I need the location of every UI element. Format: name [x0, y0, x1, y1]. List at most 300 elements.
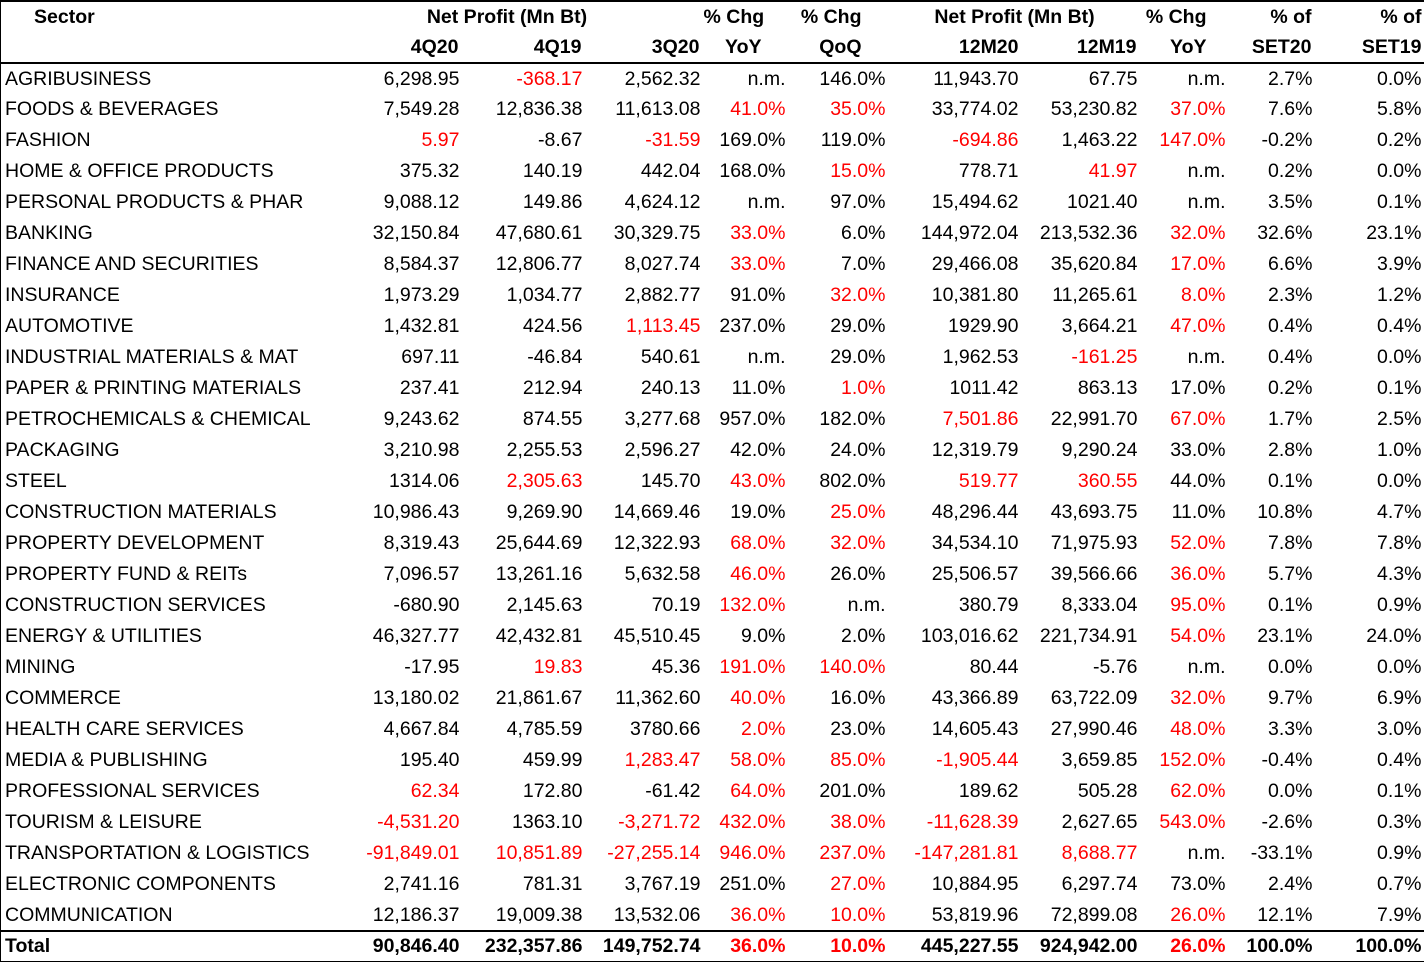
value-cell: 95.0% [1170, 594, 1226, 616]
value-cell: 26.0% [1170, 903, 1226, 926]
value-cell: 6.6% [1268, 253, 1313, 275]
value-cell: 3.9% [1377, 253, 1422, 275]
value-cell: 90,846.40 [311, 931, 463, 962]
value-cell: 4,667.84 [383, 718, 460, 740]
column-header-chg-yoy-annual: % Chg [1145, 5, 1207, 28]
value-cell: 1,113.45 [626, 315, 701, 337]
value-cell: -0.4% [1261, 749, 1313, 771]
value-cell: 62.34 [410, 780, 460, 802]
value-cell: 34,534.10 [931, 532, 1019, 554]
value-cell: 48.0% [1170, 718, 1226, 740]
value-cell: 2,882.77 [624, 284, 701, 306]
value-cell: 0.9% [1377, 842, 1422, 864]
value-cell: 58.0% [730, 749, 786, 771]
value-cell: 32.0% [830, 284, 886, 306]
sector-name-cell: AUTOMOTIVE [5, 315, 134, 337]
value-cell: 432.0% [719, 811, 786, 833]
value-cell: 32.0% [1170, 687, 1226, 709]
value-cell: n.m. [747, 191, 786, 213]
value-cell: 11.0% [1171, 501, 1226, 523]
value-cell: 519.77 [958, 470, 1019, 492]
sector-row [1, 94, 1424, 125]
sector-row [1, 590, 1424, 621]
value-cell: -61.42 [645, 780, 701, 802]
value-cell: 169.0% [719, 129, 786, 151]
value-cell: 3,659.85 [1061, 749, 1138, 771]
sector-name-cell: AGRIBUSINESS [5, 67, 152, 90]
value-cell: 10,851.89 [495, 842, 583, 864]
sector-name-cell: COMMERCE [5, 687, 121, 709]
value-cell: 11,362.60 [615, 687, 701, 709]
value-cell: 11,943.70 [933, 67, 1019, 90]
value-cell: 41.97 [1088, 160, 1138, 182]
value-cell: -0.2% [1261, 129, 1313, 151]
value-cell: 73.0% [1170, 873, 1226, 895]
value-cell: 1363.10 [512, 811, 583, 833]
value-cell: 8,584.37 [383, 253, 460, 275]
sector-row [1, 249, 1424, 280]
value-cell: 146.0% [819, 67, 886, 90]
value-cell: 946.0% [719, 842, 786, 864]
value-cell: 213,532.36 [1039, 222, 1138, 244]
value-cell: 30,329.75 [613, 222, 701, 244]
value-cell: 189.62 [958, 780, 1019, 802]
sector-row [1, 311, 1424, 342]
value-cell: 212.94 [522, 377, 583, 399]
value-cell: 2,627.65 [1061, 811, 1138, 833]
table-body [1, 63, 1424, 962]
value-cell: 6,297.74 [1061, 873, 1138, 895]
value-cell: 2.8% [1268, 439, 1313, 461]
value-cell: 11,265.61 [1052, 284, 1138, 306]
value-cell: 17.0% [1170, 253, 1226, 275]
value-cell: 0.1% [1268, 470, 1313, 492]
value-cell: 8,319.43 [383, 532, 460, 554]
value-cell: 7.8% [1268, 532, 1313, 554]
sector-name-cell: INDUSTRIAL MATERIALS & MAT [5, 346, 299, 368]
value-cell: 9,269.90 [506, 501, 583, 523]
value-cell: 68.0% [730, 532, 786, 554]
value-cell: 2,741.16 [383, 873, 460, 895]
value-cell: 7.9% [1377, 903, 1422, 926]
value-cell: 1,034.77 [506, 284, 583, 306]
value-cell: 7,096.57 [383, 563, 460, 585]
value-cell: 802.0% [819, 470, 886, 492]
value-cell: 10.8% [1257, 501, 1313, 523]
value-cell: 24.0% [830, 439, 886, 461]
sector-name-cell: STEEL [5, 470, 67, 492]
value-cell: 0.0% [1377, 656, 1422, 678]
value-cell: 45.36 [651, 656, 701, 678]
value-cell: 152.0% [1159, 749, 1226, 771]
value-cell: 2,145.63 [506, 594, 583, 616]
total-row [1, 931, 1424, 962]
value-cell: 781.31 [522, 873, 583, 895]
value-cell: 52.0% [1170, 532, 1226, 554]
value-cell: 240.13 [640, 377, 701, 399]
value-cell: 0.7% [1377, 873, 1422, 895]
value-cell: 0.1% [1377, 191, 1422, 213]
value-cell: 13,180.02 [372, 687, 460, 709]
column-header-chg-yoy: % Chg [703, 5, 765, 28]
sector-name-cell: TOURISM & LEISURE [5, 811, 202, 833]
sector-row [1, 280, 1424, 311]
sector-row [1, 838, 1424, 869]
value-cell: 1,973.29 [383, 284, 460, 306]
value-cell: -694.86 [952, 129, 1019, 151]
value-cell: 64.0% [730, 780, 786, 802]
value-cell: -147,281.81 [914, 842, 1019, 864]
subheader-4q20: 4Q20 [410, 35, 459, 58]
value-cell: 42,432.81 [495, 625, 583, 647]
value-cell: n.m. [1187, 67, 1226, 90]
value-cell: 2.0% [741, 718, 786, 740]
value-cell: 3,210.98 [383, 439, 460, 461]
value-cell: 0.0% [1377, 160, 1422, 182]
value-cell: 24.0% [1366, 625, 1422, 647]
value-cell: 25,644.69 [495, 532, 583, 554]
value-cell: 12,186.37 [372, 903, 460, 926]
value-cell: 2.4% [1268, 873, 1313, 895]
value-cell: 29.0% [830, 315, 886, 337]
value-cell: 778.71 [958, 160, 1019, 182]
value-cell: 42.0% [730, 439, 786, 461]
value-cell: 237.0% [719, 315, 786, 337]
sector-row [1, 156, 1424, 187]
total-label: Total [1, 931, 311, 962]
sector-name-cell: MINING [5, 656, 76, 678]
value-cell: 0.0% [1268, 656, 1313, 678]
value-cell: 19.0% [730, 501, 786, 523]
sector-row [1, 714, 1424, 745]
value-cell: 46,327.77 [372, 625, 460, 647]
column-header-pct-of-set19: % of [1380, 5, 1422, 28]
value-cell: 97.0% [830, 191, 886, 213]
value-cell: 375.32 [399, 160, 460, 182]
sector-row [1, 559, 1424, 590]
value-cell: 1.2% [1377, 284, 1422, 306]
value-cell: 132.0% [719, 594, 786, 616]
value-cell: -8.67 [538, 129, 583, 151]
sector-row [1, 528, 1424, 559]
value-cell: 119.0% [820, 129, 886, 151]
value-cell: -5.76 [1093, 656, 1138, 678]
sector-name-cell: COMMUNICATION [5, 903, 173, 926]
sector-name-cell: CONSTRUCTION MATERIALS [5, 501, 277, 523]
sector-row [1, 497, 1424, 528]
value-cell: 7.8% [1377, 532, 1422, 554]
sector-name-cell: PROPERTY DEVELOPMENT [5, 532, 265, 554]
value-cell: 15.0% [830, 160, 886, 182]
value-cell: 35.0% [830, 98, 886, 120]
value-cell: n.m. [1187, 191, 1226, 213]
value-cell: 140.19 [522, 160, 583, 182]
value-cell: 23.1% [1257, 625, 1313, 647]
value-cell: 43.0% [730, 470, 786, 492]
value-cell: 6.9% [1377, 687, 1422, 709]
column-header-sector: Sector [34, 6, 95, 28]
value-cell: 2,255.53 [506, 439, 583, 461]
value-cell: -11,628.39 [926, 811, 1019, 833]
value-cell: 5.97 [421, 129, 460, 151]
value-cell: -680.90 [393, 594, 460, 616]
value-cell: 15,494.62 [931, 191, 1019, 213]
sector-row [1, 218, 1424, 249]
value-cell: n.m. [847, 594, 886, 616]
value-cell: n.m. [1187, 656, 1226, 678]
value-cell: 41.0% [730, 98, 786, 120]
value-cell: 2.7% [1268, 67, 1313, 90]
value-cell: 8,688.77 [1061, 842, 1138, 864]
value-cell: 1.0% [841, 377, 886, 399]
value-cell: 9.7% [1268, 687, 1313, 709]
header-row-groups [1, 1, 1424, 32]
value-cell: 10,986.43 [372, 501, 460, 523]
value-cell: 54.0% [1170, 625, 1226, 647]
value-cell: 2,305.63 [506, 470, 583, 492]
sector-row [1, 621, 1424, 652]
sector-name-cell: PERSONAL PRODUCTS & PHAR [5, 191, 304, 213]
value-cell: 4.3% [1377, 563, 1422, 585]
value-cell: 697.11 [401, 346, 460, 368]
value-cell: -27,255.14 [607, 842, 701, 864]
value-cell: 9.0% [741, 625, 786, 647]
value-cell: 0.1% [1268, 594, 1313, 616]
sector-name-cell: CONSTRUCTION SERVICES [5, 594, 266, 616]
value-cell: 80.44 [969, 656, 1019, 678]
value-cell: 237.0% [819, 842, 886, 864]
value-cell: 3,767.19 [624, 873, 701, 895]
value-cell: 0.0% [1377, 67, 1422, 90]
value-cell: 32.6% [1257, 222, 1313, 244]
value-cell: n.m. [1187, 842, 1226, 864]
value-cell: 72,899.08 [1050, 903, 1138, 926]
value-cell: 543.0% [1159, 811, 1226, 833]
value-cell: 47,680.61 [495, 222, 583, 244]
value-cell: 12,806.77 [495, 253, 583, 275]
value-cell: 8,027.74 [624, 253, 701, 275]
value-cell: 21,861.67 [495, 687, 583, 709]
value-cell: 33,774.02 [931, 98, 1019, 120]
sector-row [1, 869, 1424, 900]
value-cell: 12.1% [1257, 903, 1313, 926]
value-cell: 7,549.28 [383, 98, 460, 120]
sector-row [1, 63, 1424, 94]
value-cell: 5.8% [1377, 98, 1422, 120]
value-cell: 3.0% [1377, 718, 1422, 740]
value-cell: 924,942.00 [1023, 931, 1141, 962]
value-cell: 0.0% [1377, 346, 1422, 368]
sector-name-cell: ELECTRONIC COMPONENTS [5, 873, 276, 895]
value-cell: 11.0% [731, 377, 786, 399]
value-cell: 33.0% [730, 222, 786, 244]
value-cell: 5.7% [1268, 563, 1313, 585]
value-cell: 4,785.59 [506, 718, 583, 740]
sector-name-cell: HEALTH CARE SERVICES [5, 718, 244, 740]
value-cell: n.m. [1187, 346, 1226, 368]
value-cell: 140.0% [819, 656, 886, 678]
value-cell: 100.0% [1229, 931, 1319, 962]
value-cell: 13,532.06 [613, 903, 701, 926]
value-cell: 33.0% [1170, 439, 1226, 461]
value-cell: 36.0% [730, 903, 786, 926]
value-cell: 16.0% [830, 687, 886, 709]
value-cell: -46.84 [527, 346, 583, 368]
value-cell: 191.0% [719, 656, 786, 678]
value-cell: 47.0% [1170, 315, 1226, 337]
value-cell: 0.2% [1377, 129, 1422, 151]
sector-row [1, 125, 1424, 156]
value-cell: 36.0% [1170, 563, 1226, 585]
value-cell: 2,562.32 [624, 67, 701, 90]
value-cell: 13,261.16 [495, 563, 583, 585]
sector-row [1, 404, 1424, 435]
value-cell: 863.13 [1077, 377, 1138, 399]
value-cell: -368.17 [516, 67, 583, 90]
value-cell: 26.0% [830, 563, 886, 585]
value-cell: n.m. [747, 346, 786, 368]
value-cell: 540.61 [640, 346, 701, 368]
value-cell: 7,501.86 [942, 408, 1019, 430]
value-cell: 3,277.68 [624, 408, 701, 430]
value-cell: 2.0% [841, 625, 886, 647]
sector-name-cell: ENERGY & UTILITIES [5, 625, 202, 647]
value-cell: 32.0% [830, 532, 886, 554]
value-cell: 62.0% [1170, 780, 1226, 802]
value-cell: 38.0% [830, 811, 886, 833]
value-cell: 10.0% [830, 903, 886, 926]
value-cell: 445,227.55 [889, 931, 1023, 962]
sector-row [1, 807, 1424, 838]
value-cell: 1011.42 [949, 377, 1019, 399]
value-cell: 0.4% [1268, 346, 1313, 368]
value-cell: 103,016.62 [920, 625, 1019, 647]
value-cell: 1021.40 [1067, 191, 1138, 213]
value-cell: -1,905.44 [936, 749, 1019, 771]
value-cell: 0.0% [1377, 470, 1422, 492]
subheader-yoy: YoY [725, 35, 762, 58]
sector-name-cell: FASHION [5, 129, 91, 151]
value-cell: 172.80 [522, 780, 583, 802]
value-cell: 1,463.22 [1061, 129, 1138, 151]
sector-row [1, 745, 1424, 776]
value-cell: 44.0% [1170, 470, 1226, 492]
value-cell: 0.4% [1268, 315, 1313, 337]
value-cell: 221,734.91 [1039, 625, 1138, 647]
value-cell: 7.6% [1268, 98, 1313, 120]
sector-row [1, 373, 1424, 404]
value-cell: 36.0% [704, 931, 789, 962]
sector-row [1, 435, 1424, 466]
value-cell: -4,531.20 [377, 811, 460, 833]
sector-row [1, 776, 1424, 807]
subheader-3q20: 3Q20 [651, 35, 700, 58]
value-cell: 505.28 [1077, 780, 1138, 802]
value-cell: 19.83 [533, 656, 583, 678]
value-cell: 8.0% [1181, 284, 1226, 306]
value-cell: 3780.66 [630, 718, 701, 740]
value-cell: 19,009.38 [495, 903, 583, 926]
value-cell: 0.1% [1377, 377, 1422, 399]
value-cell: 32,150.84 [372, 222, 460, 244]
group-header-net-profit-quarterly: Net Profit (Mn Bt) [426, 5, 588, 28]
value-cell: 1,432.81 [383, 315, 460, 337]
value-cell: 29.0% [830, 346, 886, 368]
value-cell: 10,381.80 [931, 284, 1019, 306]
value-cell: 43,366.89 [931, 687, 1019, 709]
value-cell: 33.0% [730, 253, 786, 275]
value-cell: 2.3% [1268, 284, 1313, 306]
value-cell: 195.40 [399, 749, 460, 771]
subheader-set20: SET20 [1251, 35, 1312, 58]
value-cell: 8,333.04 [1061, 594, 1138, 616]
sector-row [1, 900, 1424, 931]
value-cell: 10.0% [789, 931, 889, 962]
value-cell: 67.0% [1170, 408, 1226, 430]
column-header-pct-of-set20: % of [1270, 5, 1312, 28]
sector-name-cell: MEDIA & PUBLISHING [5, 749, 208, 771]
value-cell: 10,884.95 [931, 873, 1019, 895]
sector-name-cell: FINANCE AND SECURITIES [5, 253, 259, 275]
value-cell: 459.99 [522, 749, 583, 771]
value-cell: -33.1% [1250, 842, 1313, 864]
sector-name-cell: HOME & OFFICE PRODUCTS [5, 160, 274, 182]
value-cell: 201.0% [819, 780, 886, 802]
sector-row [1, 466, 1424, 497]
value-cell: 3.3% [1268, 718, 1313, 740]
value-cell: 0.9% [1377, 594, 1422, 616]
value-cell: 9,243.62 [383, 408, 460, 430]
sector-row [1, 342, 1424, 373]
value-cell: 26.0% [1141, 931, 1229, 962]
value-cell: 0.2% [1268, 160, 1313, 182]
value-cell: 48,296.44 [931, 501, 1019, 523]
value-cell: -31.59 [645, 129, 701, 151]
value-cell: 380.79 [958, 594, 1019, 616]
value-cell: 70.19 [651, 594, 701, 616]
value-cell: 2.5% [1377, 408, 1422, 430]
value-cell: 3,664.21 [1061, 315, 1138, 337]
value-cell: 6.0% [841, 222, 886, 244]
value-cell: 17.0% [1170, 377, 1226, 399]
value-cell: 237.41 [399, 377, 460, 399]
value-cell: 43,693.75 [1050, 501, 1138, 523]
value-cell: 0.4% [1377, 315, 1422, 337]
value-cell: 2,596.27 [624, 439, 701, 461]
value-cell: 53,819.96 [931, 903, 1019, 926]
value-cell: 1929.90 [948, 315, 1019, 337]
value-cell: 91.0% [730, 284, 786, 306]
sector-name-cell: PROFESSIONAL SERVICES [5, 780, 260, 802]
table-header [1, 1, 1424, 63]
value-cell: 14,669.46 [613, 501, 701, 523]
sector-row [1, 683, 1424, 714]
value-cell: 0.0% [1268, 780, 1313, 802]
value-cell: 149.86 [522, 191, 583, 213]
value-cell: 12,319.79 [931, 439, 1019, 461]
sector-row [1, 187, 1424, 218]
sector-name-cell: TRANSPORTATION & LOGISTICS [5, 842, 310, 864]
value-cell: 0.4% [1377, 749, 1422, 771]
value-cell: -2.6% [1261, 811, 1313, 833]
sector-name-cell: BANKING [5, 222, 93, 244]
subheader-set19: SET19 [1361, 35, 1422, 58]
value-cell: 27.0% [830, 873, 886, 895]
value-cell: 147.0% [1159, 129, 1226, 151]
value-cell: 149,752.74 [586, 931, 704, 962]
value-cell: 0.3% [1377, 811, 1422, 833]
value-cell: 6,298.95 [383, 67, 460, 90]
